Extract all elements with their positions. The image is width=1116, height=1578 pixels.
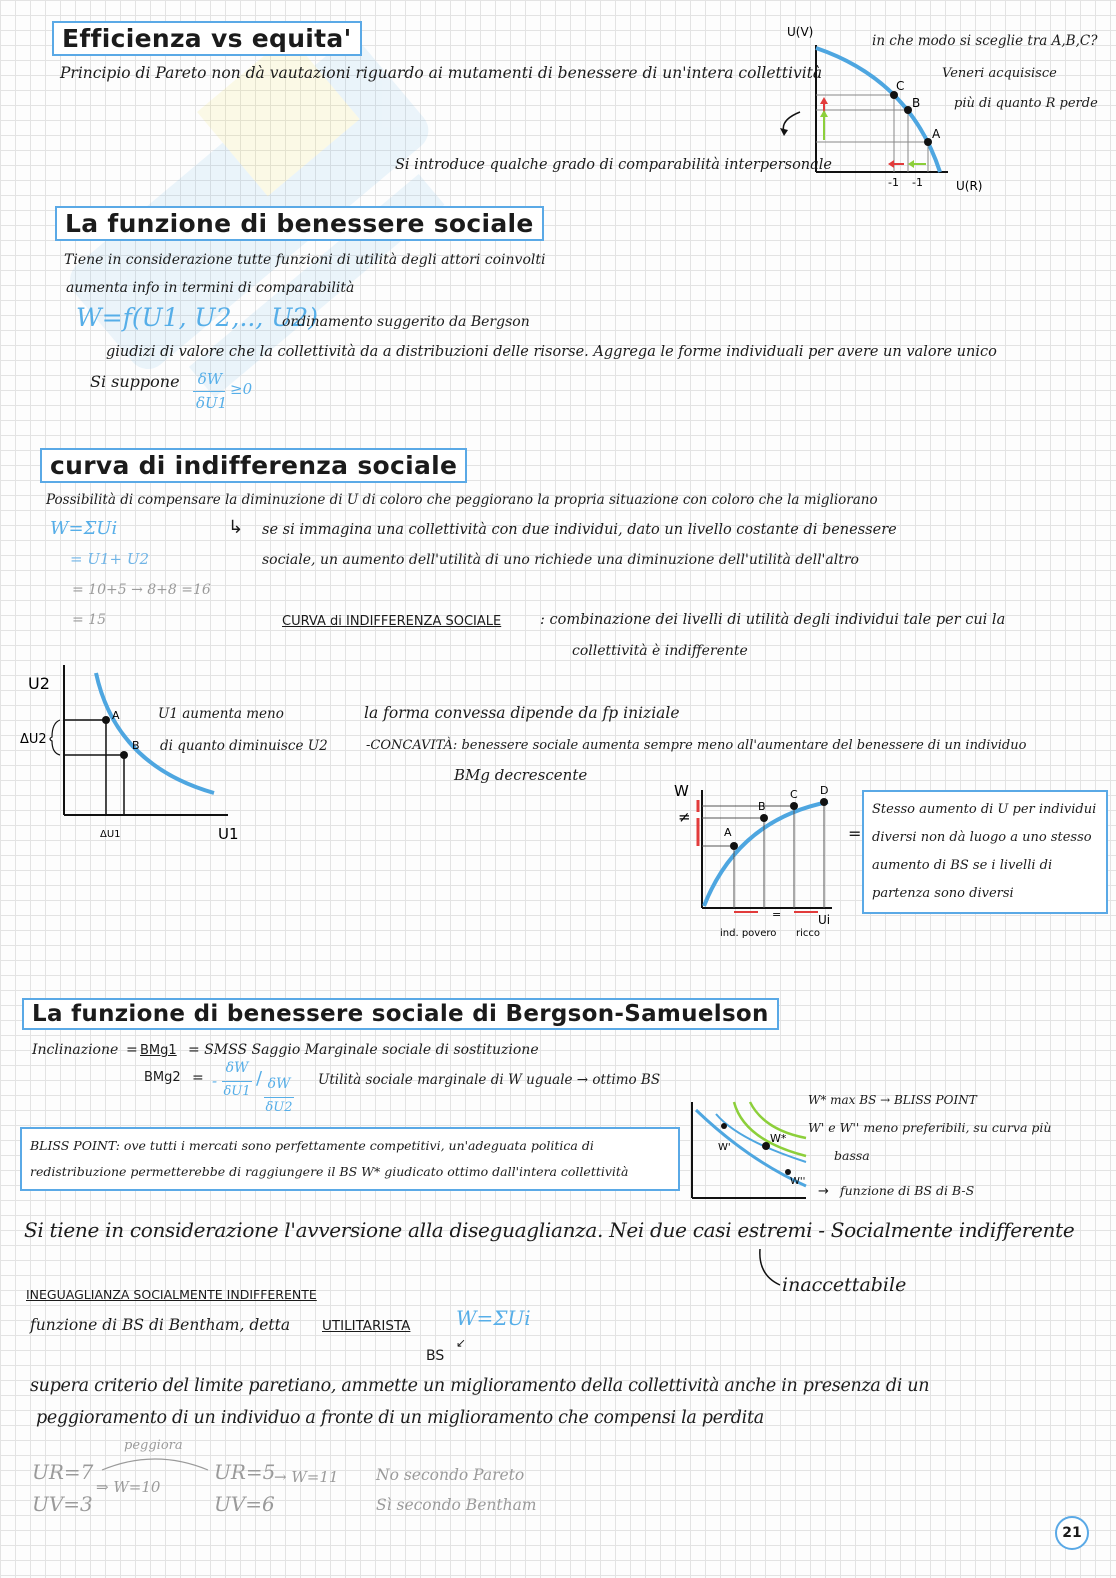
deriv-line xyxy=(193,391,225,392)
w-dbl-label: W'' xyxy=(790,1176,806,1187)
ineguaglianza-title: INEGUAGLIANZA SOCIALMENTE INDIFFERENTE xyxy=(26,1287,317,1302)
point-b: B xyxy=(912,96,921,110)
eq-sign-2: = xyxy=(192,1070,204,1086)
heading-bergson-samuelson: La funzione di benessere sociale di Bergson-Samuelson xyxy=(22,998,779,1030)
utilitarista-label: UTILITARISTA xyxy=(322,1318,411,1334)
frac2-den: δU2 xyxy=(265,1100,293,1115)
eq-sign-1: = xyxy=(126,1042,138,1058)
example-ur7: UR=7 xyxy=(32,1460,94,1484)
giudizi-text: giudizi di valore che la collettività da a distribuzioni delle risorse. Aggrega le forme individuali per avere un valore unico xyxy=(106,344,997,360)
bmg2-label: BMg2 xyxy=(144,1070,181,1085)
bliss-note-3: bassa xyxy=(834,1148,870,1163)
bmg-decrescente: BMg decrescente xyxy=(454,766,588,784)
inclinazione-label: Inclinazione xyxy=(32,1042,119,1058)
example-w11: → W=11 xyxy=(274,1468,339,1486)
page-number: 21 xyxy=(1055,1516,1089,1550)
utilita-sociale-text: Utilità sociale marginale di W uguale → ottimo BS xyxy=(318,1072,661,1088)
frac1-line xyxy=(222,1081,252,1082)
graph3-point-b: B xyxy=(758,800,766,813)
curva-def-title: CURVA di INDIFFERENZA SOCIALE xyxy=(282,614,502,629)
graph3-x-label: Ui xyxy=(818,913,831,927)
example-uv3: UV=3 xyxy=(32,1492,93,1516)
avversione-text: Si tiene in considerazione l'avversione alla diseguaglianza. Nei due casi estremi - Socialmente indifferente xyxy=(24,1218,1075,1242)
collettivita-text-2: sociale, un aumento dell'utilità di uno richiede una diminuzione dell'utilità dell'altro xyxy=(262,552,859,568)
inaccettabile-text: inaccettabile xyxy=(782,1274,907,1296)
graph2-point-b: B xyxy=(132,739,140,752)
comparability-text: Si introduce qualche grado di comparabilità interpersonale xyxy=(395,157,832,173)
w-sum-2: = U1+ U2 xyxy=(70,550,150,568)
graph1-x-label: U(R) xyxy=(956,179,983,193)
bergson-note: ordinamento suggerito da Bergson xyxy=(282,314,530,330)
graph2-x-label: U1 xyxy=(218,825,239,843)
ind-povero: ind. povero xyxy=(720,928,777,939)
bentham-w-sum: W=ΣUi xyxy=(456,1306,531,1330)
heading-funzione-bs: La funzione di benessere sociale xyxy=(55,206,544,241)
concavita-text: -CONCAVITÀ: benessere sociale aumenta sempre meno all'aumentare del benessere di un individuo xyxy=(366,738,1027,753)
bliss-note-1: W* max BS → BLISS POINT xyxy=(808,1093,977,1107)
curva-def-1: : combinazione dei livelli di utilità degli individui tale per cui la xyxy=(540,612,1006,628)
example-uv6: UV=6 xyxy=(214,1492,275,1516)
graph3-eq: = xyxy=(772,908,782,921)
stesso-aumento-box: Stesso aumento di U per individui diversi non dà luogo a uno stesso aumento di BS se i livelli di partenza sono diversi xyxy=(862,790,1108,914)
bentham-text: funzione di BS di Bentham, detta xyxy=(30,1316,291,1334)
ind-ricco: ricco xyxy=(796,928,821,939)
w-star-label: W* xyxy=(770,1132,787,1145)
deriv-rel: ≥0 xyxy=(230,380,253,398)
arrow-right-icon: ↳ xyxy=(228,517,244,538)
compensare-text: Possibilità di compensare la diminuzione di U di coloro che peggiorano la propria situazione con coloro che la migliorano xyxy=(46,492,878,508)
graph3-neq: ≠ xyxy=(678,808,691,826)
indiff-curve xyxy=(96,673,214,793)
bliss-point-graph xyxy=(688,1100,808,1204)
supera-text-2: peggioramento di un individuo a fronte di un miglioramento che compensi la perdita xyxy=(36,1408,764,1428)
pareto-text: Principio di Pareto non dà vautazioni riguardo ai mutamenti di benessere di un'intera collettività xyxy=(60,64,823,82)
heading-curva-indiff: curva di indifferenza sociale xyxy=(40,448,467,483)
frac-slash: / xyxy=(256,1068,263,1089)
choose-abc-note: in che modo si sceglie tra A,B,C? xyxy=(872,33,1098,49)
u2-diminuisce-note: di quanto diminuisce U2 xyxy=(160,738,328,754)
frac1-den: δU1 xyxy=(223,1084,251,1099)
graph3-point-d: D xyxy=(820,784,829,797)
peggiora-arc xyxy=(100,1452,210,1472)
suppone-label: Si suppone xyxy=(90,372,180,391)
frac1-num: δW xyxy=(225,1060,249,1076)
supera-text-1: supera criterio del limite paretiano, ammette un miglioramento della collettività anche in presenza di un xyxy=(30,1376,930,1396)
equals-sign: = xyxy=(848,824,862,843)
tick-minus1-b: -1 xyxy=(912,176,923,189)
curve-arrow-icon xyxy=(752,1247,782,1287)
bs-arrow-icon: ↙ xyxy=(456,1336,467,1350)
heading-efficienza: Efficienza vs equita' xyxy=(52,21,362,56)
point-c: C xyxy=(896,79,905,93)
veneri-note: Veneri acquisisce xyxy=(942,66,1057,81)
tick-minus1-a: -1 xyxy=(888,176,899,189)
frac2-line xyxy=(264,1097,294,1098)
collettivita-text-1: se si immagina una collettività con due individui, dato un livello costante di benessere xyxy=(262,522,897,538)
curva-def-2: collettività è indifferente xyxy=(572,643,748,659)
graph3-y-label: W xyxy=(674,782,689,800)
example-w10: ⇒ W=10 xyxy=(96,1478,161,1496)
frac2-num: δW xyxy=(267,1076,291,1092)
aumenta-info-text: aumenta info in termini di comparabilità xyxy=(66,280,355,296)
w-sum-3: = 10+5 → 8+8 =16 xyxy=(72,582,211,598)
smss-text: = SMSS Saggio Marginale sociale di sostituzione xyxy=(188,1042,539,1058)
w-prime-label: W' xyxy=(718,1142,731,1153)
tiene-text: Tiene in considerazione tutte funzioni di utilità degli attori coinvolti xyxy=(64,252,546,268)
r-perde-note: più di quanto R perde xyxy=(954,96,1098,111)
graph1-y-label: U(V) xyxy=(787,25,814,39)
w-sum-4: = 15 xyxy=(72,612,106,628)
bliss-point-box: BLISS POINT: ove tutti i mercati sono perfettamente competitivi, un'adeguata politica di redistribuzione permetterebbe di raggiungere il BS W* giudicato ottimo dall'intera collettività xyxy=(20,1127,680,1191)
bliss-note-4: funzione di BS di B-S xyxy=(840,1183,975,1198)
bs-frontier xyxy=(696,1110,806,1186)
minus-sign: - xyxy=(212,1072,218,1090)
deriv-den: δU1 xyxy=(196,394,228,412)
delta-u2: ΔU2 xyxy=(20,732,47,747)
no-pareto-text: No secondo Pareto xyxy=(376,1466,525,1484)
example-ur5: UR=5 xyxy=(214,1460,276,1484)
graph2-point-a: A xyxy=(112,709,120,722)
peggiora-label: peggiora xyxy=(124,1438,183,1453)
graph3-point-c: C xyxy=(790,788,798,801)
delta-u1: ΔU1 xyxy=(100,829,121,840)
indifference-curve-graph xyxy=(18,665,258,850)
deriv-num: δW xyxy=(197,370,223,388)
w-function-formula: W=f(U1, U2,.., U2) xyxy=(76,303,318,332)
w-sum-1: W=ΣUi xyxy=(50,518,118,539)
si-bentham-text: Sì secondo Bentham xyxy=(376,1496,537,1514)
forma-convessa-text: la forma convessa dipende da fp iniziale xyxy=(364,704,680,722)
arrow-to-bs-icon: → xyxy=(818,1184,829,1199)
graph3-point-a: A xyxy=(724,826,732,839)
graph2-y-label: U2 xyxy=(28,674,50,693)
welfare-concave-graph xyxy=(668,780,848,950)
bs-label: BS xyxy=(426,1348,445,1364)
bliss-note-2: W' e W'' meno preferibili, su curva più xyxy=(808,1120,1052,1135)
u1-aumenta-note: U1 aumenta meno xyxy=(158,706,284,722)
point-a: A xyxy=(932,127,941,141)
bmg1-label: BMg1 xyxy=(140,1043,177,1058)
